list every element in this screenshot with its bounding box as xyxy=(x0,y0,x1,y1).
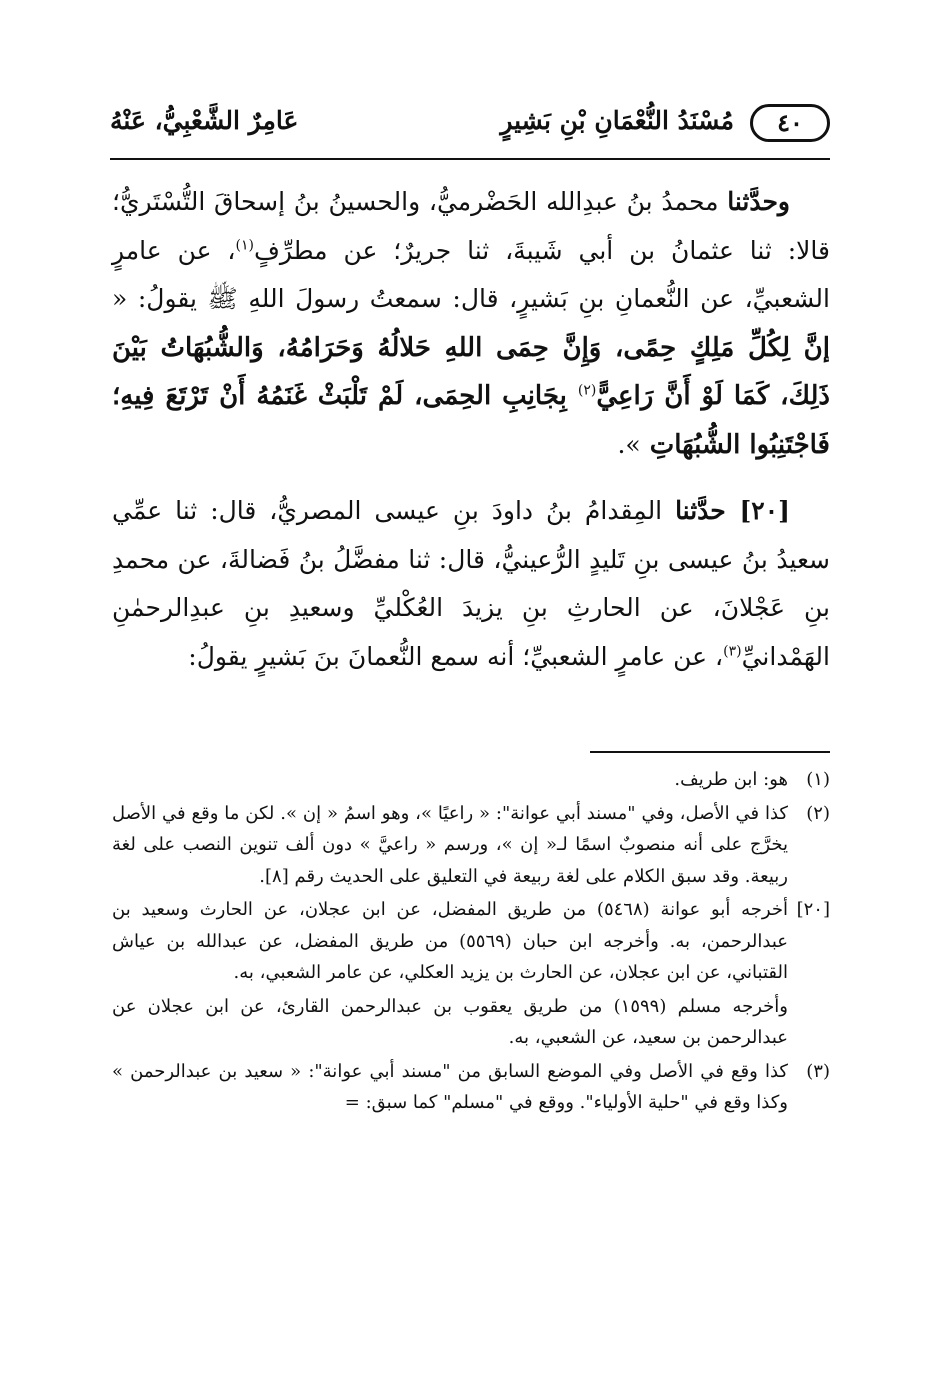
page-header xyxy=(110,92,830,152)
footnote-ref-1[interactable]: (١) xyxy=(235,237,254,254)
main-text xyxy=(112,178,830,681)
footnote-3 xyxy=(112,1056,830,1119)
narration-lead: وحدَّثنا xyxy=(727,187,790,216)
takhrij-paragraph-2: وأخرجه مسلم (١٥٩٩) من طريق يعقوب بن عبدالرحمن القارئ، عن ابن عجلان عن عبدالرحمن بن سعيد، عن الشعبي، به. xyxy=(112,995,788,1048)
isnad-text-a: محمدُ بنُ عبدِالله الحَضْرميُّ، والحسينُ بنُ إسحاقَ التُّسْتَريُّ؛ قالا: ثنا عثمانُ بن أبي شَيبةَ، ثنا جريرٌ؛ عن مطرِّفٍ xyxy=(112,187,830,265)
footnote-marker: (١) xyxy=(806,769,830,790)
running-title-narrator: عَامِرٌ الشَّعْبِيُّ، عَنْهُ xyxy=(110,106,299,135)
footnote-ref-3[interactable]: (٣) xyxy=(723,643,742,660)
isnad-text-b: ، عن عامرٍ الشعبيِّ؛ أنه سمع النُّعمانَ بنَ بَشيرٍ يقولُ: xyxy=(188,641,724,671)
footnote-text: كذا وقع في الأصل وفي الموضع السابق من "مسند أبي عوانة": « سعيد بن عبدالرحمن » وكذا وقع في "حلية الأولياء". ووقع في "مسلم" كما سبق: = xyxy=(112,1060,788,1113)
isnad-text-b: ، عن عامرٍ الشعبيِّ، عن النُّعمانِ بنِ بَشيرٍ، قال: سمعتُ رسولَ اللهِ ﷺ يقولُ: « xyxy=(112,235,830,313)
footnote-2 xyxy=(112,798,830,893)
footnote-text: هو: ابن طريف. xyxy=(674,769,788,790)
footnote-takhrij-20 xyxy=(112,894,830,1054)
footnote-text: كذا في الأصل، وفي "مسند أبي عوانة": « راعيًا »، وهو اسمُ « إن ». لكن ما وقع في الأصل يخرَّج على أنه منصوبٌ اسمًا لـ« إن »، ورسم « راعيَّ » دون ألف تنوين النصب على لغة ربيعة. وقد سبق الكلام على لغة ربيعة في التعليق على الحديث رقم [٨]. xyxy=(112,802,788,887)
takhrij-paragraph-1: أخرجه أبو عوانة (٥٤٦٨) من طريق المفضل، عن ابن عجلان، عن الحارث وسعيد بن عبدالرحمن، به. وأخرجه ابن حبان (٥٥٦٩) من طريق المفضل، عن عبدالله بن عياش القتباني، عن ابن عجلان، عن الحارث بن يزيد العكلي، عن عامر الشعبي، به. xyxy=(112,899,788,983)
running-title-musnad: مُسْنَدُ النُّعْمَانِ بْنِ بَشِيرٍ xyxy=(500,106,734,135)
hadith-close: ». xyxy=(617,429,641,459)
header-divider xyxy=(110,158,830,160)
footnote-1 xyxy=(112,764,830,796)
footnote-text xyxy=(112,894,788,1054)
narration-lead: حدَّثنا xyxy=(675,496,740,525)
isnad-text-a: المِقدامُ بنُ داودَ بنِ عيسى المصريُّ، قال: ثنا عمِّي سعيدُ بنُ عيسى بنِ تَليدٍ الرُّعينيُّ، قال: ثنا مفضَّلُ بنُ فَضالةَ، عن محمدِ بنِ عَجْلانَ، عن الحارثِ بنِ يزيدَ العُكْليِّ وسعيدِ بنِ عبدِالرحمٰنِ الهَمْدانيِّ xyxy=(112,496,830,671)
footnote-ref-2[interactable]: (٢) xyxy=(577,382,597,399)
footnote-marker: [٢٠] xyxy=(796,899,830,920)
footnote-marker: (٢) xyxy=(806,802,830,824)
hadith-paragraph-2 xyxy=(112,487,830,681)
footnote-divider xyxy=(590,751,830,753)
hadith-matn-a: إنَّ لِكُلِّ مَلِكٍ حِمًى، وَإِنَّ حِمَى اللهِ حَلالُهُ وَحَرَامُهُ، وَالشُّبُهَاتُ بَيْنَ ذَلِكَ، كَمَا لَوْ أَنَّ رَاعِيًّ xyxy=(112,332,830,411)
hadith-matn-b: بِجَانِبِ الحِمَى، لَمْ تَلْبَثْ غَنَمُهُ أَنْ تَرْتَعَ فِيهِ؛ فَاجْتَنِبُوا الشُّبُهَاتِ xyxy=(112,381,830,460)
hadith-number: [٢٠] xyxy=(739,496,790,525)
hadith-paragraph-1 xyxy=(112,178,830,469)
footnote-marker: (٣) xyxy=(806,1060,830,1082)
footnotes xyxy=(112,764,830,1121)
page-number: ٤٠ xyxy=(777,108,803,137)
page-number-badge xyxy=(750,104,830,142)
